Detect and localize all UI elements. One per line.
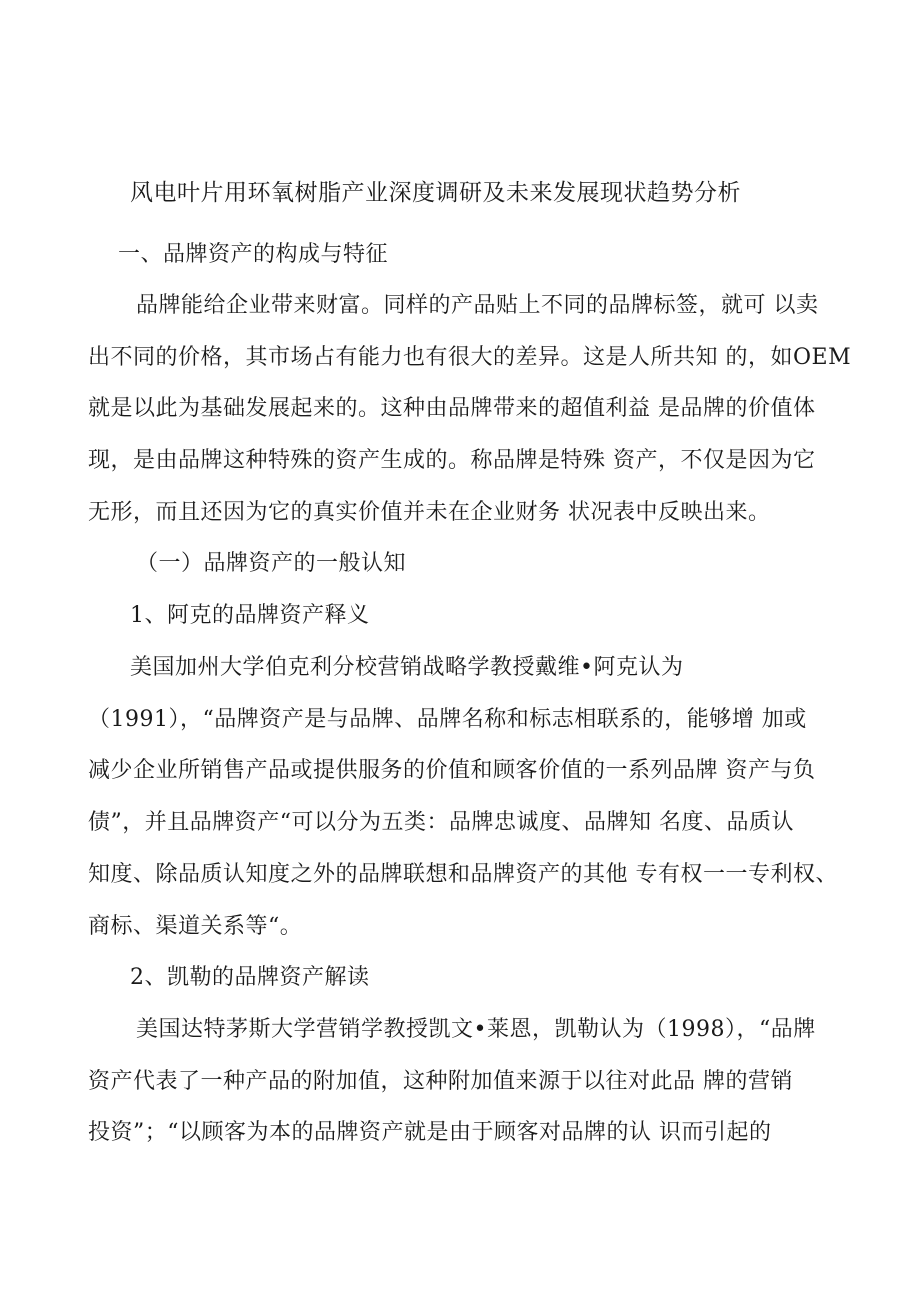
paragraph-line: 投资”；“以顾客为本的品牌资产就是由于顾客对品牌的认 识而引起的 xyxy=(88,1120,772,1145)
paragraph-line: 减少企业所销售产品或提供服务的价值和顾客价值的一系列品牌 资产与负 xyxy=(88,758,816,783)
item-heading: 2、凯勒的品牌资产解读 xyxy=(130,965,370,990)
paragraph-line: 现，是由品牌这种特殊的资产生成的。称品牌是特殊 资产，不仅是因为它 xyxy=(88,448,816,473)
paragraph-line: 就是以此为基础发展起来的。这种由品牌带来的超值利益 是品牌的价值体 xyxy=(88,396,816,421)
paragraph-line: （1991），“品牌资产是与品牌、品牌名称和标志相联系的，能够增 加或 xyxy=(88,707,807,732)
section-heading: 一、品牌资产的构成与特征 xyxy=(118,242,389,267)
document-title: 风电叶片用环氧树脂产业深度调研及未来发展现状趋势分析 xyxy=(130,180,741,206)
paragraph-line: 无形，而且还因为它的真实价值并未在企业财务 状况表中反映出来。 xyxy=(88,500,771,525)
paragraph-line: 出不同的价格，其市场占有能力也有很大的差异。这是人所共知 的，如OEM xyxy=(88,345,852,370)
paragraph-line: 债”，并且品牌资产“可以分为五类：品牌忠诚度、品牌知 名度、品质认 xyxy=(88,810,794,835)
paragraph-line: 知度、除品质认知度之外的品牌联想和品牌资产的其他 专有权一一专利权、 xyxy=(88,862,838,887)
paragraph-line: 美国达特茅斯大学营销学教授凯文•莱恩，凯勒认为（1998），“品牌 xyxy=(136,1017,816,1042)
subsection-heading: （一）品牌资产的一般认知 xyxy=(136,551,407,576)
item-heading: 1、阿克的品牌资产释义 xyxy=(130,603,370,628)
paragraph-line: 美国加州大学伯克利分校营销战略学教授戴维•阿克认为 xyxy=(130,655,684,680)
paragraph-line: 品牌能给企业带来财富。同样的产品贴上不同的品牌标签，就可 以卖 xyxy=(136,293,819,318)
paragraph-line: 资产代表了一种产品的附加值，这种附加值来源于以往对此品 牌的营销 xyxy=(88,1069,793,1094)
paragraph-line: 商标、渠道关系等“。 xyxy=(88,914,303,939)
